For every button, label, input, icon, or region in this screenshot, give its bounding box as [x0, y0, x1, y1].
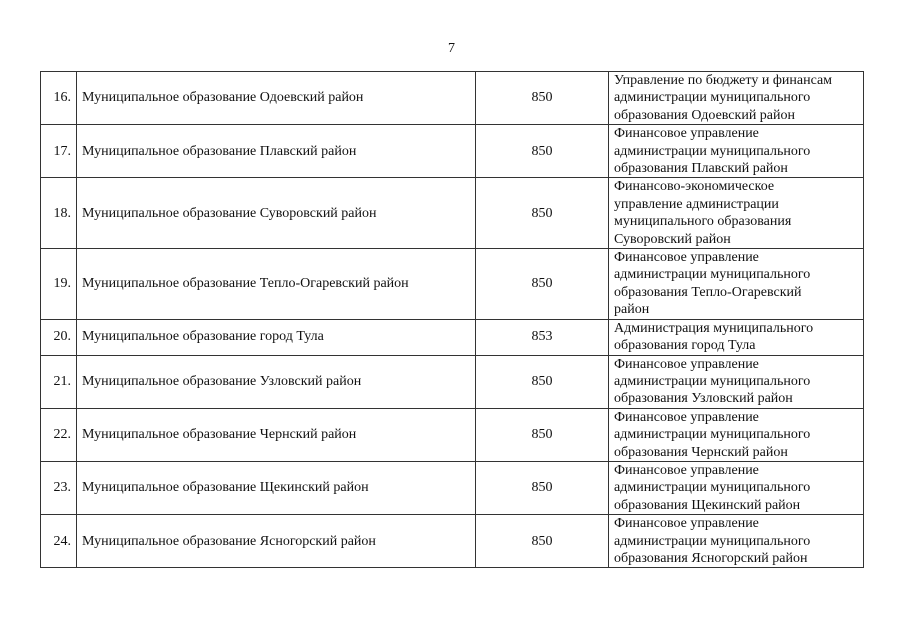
finance-authority-line: образования Плавский район: [614, 161, 788, 177]
budget-code: 853: [476, 319, 609, 355]
table-body: [41, 72, 864, 568]
table-row: [41, 125, 864, 178]
row-number: 16.: [41, 72, 77, 125]
finance-authority-line: Администрация муниципального: [614, 320, 814, 336]
finance-authority-line: Финансовое управление: [614, 516, 759, 532]
row-number: 17.: [41, 125, 77, 178]
municipality-name: Муниципальное образование Ясногорский район: [77, 515, 476, 568]
budget-code: 850: [476, 72, 609, 125]
finance-authority: [609, 178, 864, 249]
municipality-name: Муниципальное образование Одоевский район: [77, 72, 476, 125]
finance-authority: [609, 319, 864, 355]
row-number: 23.: [41, 461, 77, 514]
finance-authority: [609, 72, 864, 125]
municipality-name: Муниципальное образование Щекинский район: [77, 461, 476, 514]
municipality-name: Муниципальное образование Узловский район: [77, 355, 476, 408]
budget-code: 850: [476, 515, 609, 568]
page-number: 7: [448, 41, 455, 56]
row-number: 22.: [41, 408, 77, 461]
budget-code: 850: [476, 408, 609, 461]
finance-authority-line: администрации муниципального: [614, 373, 811, 389]
finance-authority-line: образования Чернский район: [614, 444, 788, 460]
table-row: [41, 461, 864, 514]
finance-authority-line: администрации муниципального: [614, 90, 811, 106]
finance-authority-line: Финансовое управление: [614, 250, 759, 266]
finance-authority-line: управление администрации: [614, 196, 779, 212]
row-number: 21.: [41, 355, 77, 408]
finance-authority: [609, 515, 864, 568]
finance-authority-line: Финансовое управление: [614, 126, 759, 142]
table-row: [41, 249, 864, 320]
budget-code: 850: [476, 355, 609, 408]
finance-authority-line: муниципального образования: [614, 214, 792, 230]
finance-authority-line: администрации муниципального: [614, 143, 811, 159]
municipality-name: Муниципальное образование Суворовский район: [77, 178, 476, 249]
finance-authority-line: образования Ясногорский район: [614, 550, 808, 566]
table-row: [41, 319, 864, 355]
finance-authority-line: Финансовое управление: [614, 356, 759, 372]
municipality-name: Муниципальное образование город Тула: [77, 319, 476, 355]
budget-code: 850: [476, 461, 609, 514]
finance-authority-line: администрации муниципального: [614, 533, 811, 549]
table-row: [41, 72, 864, 125]
municipality-name: Муниципальное образование Чернский район: [77, 408, 476, 461]
finance-authority: [609, 355, 864, 408]
finance-authority-line: Финансовое управление: [614, 462, 759, 478]
finance-authority: [609, 125, 864, 178]
finance-authority-line: Финансово-экономическое: [614, 179, 775, 195]
finance-authority: [609, 461, 864, 514]
finance-authority-line: район: [614, 302, 650, 318]
finance-authority-line: Управление по бюджету и финансам: [614, 73, 833, 88]
row-number: 24.: [41, 515, 77, 568]
finance-authority-line: Финансовое управление: [614, 409, 759, 425]
finance-authority: [609, 249, 864, 320]
finance-authority-line: образования Щекинский район: [614, 497, 801, 513]
budget-code: 850: [476, 178, 609, 249]
municipality-name: Муниципальное образование Тепло-Огаревский район: [77, 249, 476, 320]
finance-authority-line: образования Узловский район: [614, 391, 793, 407]
budget-code: 850: [476, 125, 609, 178]
finance-authority-line: Суворовский район: [614, 231, 731, 247]
finance-authority-line: образования Тепло-Огаревский: [614, 284, 802, 300]
row-number: 20.: [41, 319, 77, 355]
budget-code: 850: [476, 249, 609, 320]
table-row: [41, 515, 864, 568]
document-table: [40, 71, 864, 568]
finance-authority-line: администрации муниципального: [614, 480, 811, 496]
finance-authority-line: администрации муниципального: [614, 267, 811, 283]
municipality-name: Муниципальное образование Плавский район: [77, 125, 476, 178]
finance-authority-line: администрации муниципального: [614, 427, 811, 443]
finance-authority-line: образования город Тула: [614, 338, 756, 354]
finance-authority-line: образования Одоевский район: [614, 107, 796, 123]
table-row: [41, 178, 864, 249]
row-number: 18.: [41, 178, 77, 249]
finance-authority: [609, 408, 864, 461]
row-number: 19.: [41, 249, 77, 320]
table-row: [41, 355, 864, 408]
table-row: [41, 408, 864, 461]
